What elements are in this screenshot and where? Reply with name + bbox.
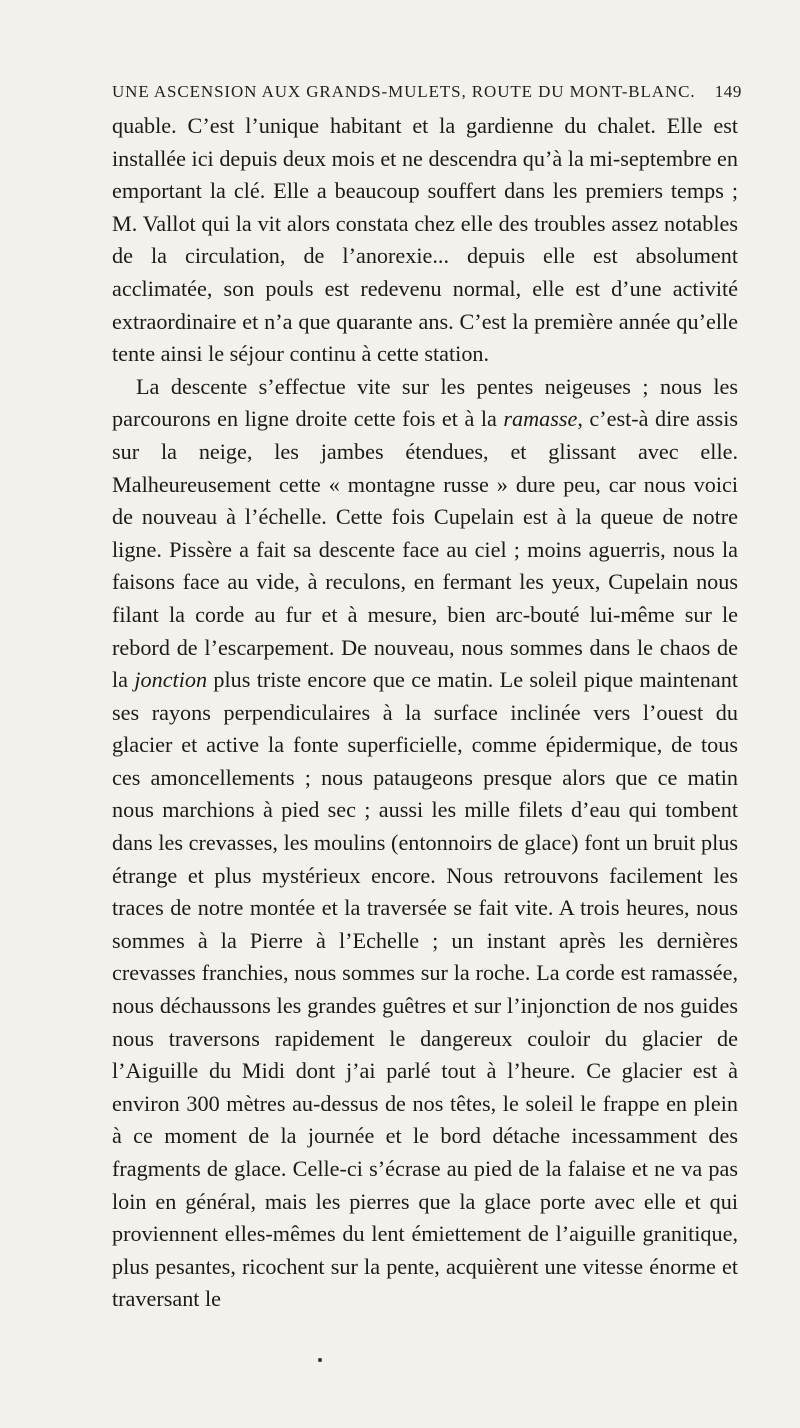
running-title: UNE ASCENSION AUX GRANDS-MULETS, ROUTE DU MONT-BLANC.	[112, 82, 696, 101]
text-segment: , c’est-à dire assis sur la neige, les jambes étendues, et glissant avec elle. Malheureusement cette « montagne russe » dure peu, car nous voici de nouveau à l’échelle. Cette fois Cupelain est à la queue de notre ligne. Pissère a fait sa descente face au ciel ; moins aguerris, nous la faisons face au vide, à reculons, en fermant les yeux, Cupelain nous filant la corde au fur et à mesure, bien arc-bouté lui-même sur le rebord de l’escarpement. De nouveau, nous sommes dans le chaos de la	[112, 406, 738, 693]
text-segment: quable. C’est l’unique habitant et la gardienne du chalet. Elle est installée ici depuis deux mois et ne descendra qu’à la mi-septembre en emportant la clé. Elle a beaucoup souffert dans les premiers temps ; M. Vallot qui la vit alors constata chez elle des troubles assez notables de la circulation, de l’anorexie... depuis elle est absolument acclimatée, son pouls est redevenu normal, elle est d’une activité extraordinaire et n’a que quarante ans. C’est la première année qu’elle tente ainsi le séjour continu à cette station.	[112, 113, 738, 367]
text-segment: La descente s’effectue vite sur les pentes neigeuses ; nous les parcourons en ligne droite cette fois et à la	[112, 373, 738, 432]
paragraph	[112, 371, 738, 1316]
print-mark	[318, 1358, 322, 1362]
page-number: 149	[714, 82, 742, 101]
body-text	[112, 110, 738, 1316]
running-header	[112, 82, 742, 102]
italic-term: ramasse	[503, 406, 578, 432]
text-segment: plus triste encore que ce matin. Le soleil pique maintenant ses rayons perpendiculaires à la surface inclinée vers l’ouest du glacier et active la fonte superficielle, comme épidermique, de tous ces amoncellements ; nous pataugeons presque alors que ce matin nous marchions à pied sec ; aussi les mille filets d’eau qui tombent dans les crevasses, les moulins (entonnoirs de glace) font un bruit plus étrange et plus mystérieux encore. Nous retrouvons facilement les traces de notre montée et la traversée se fait vite. A trois heures, nous sommes à la Pierre à l’Echelle ; un instant après les dernières crevasses franchies, nous sommes sur la roche. La corde est ramassée, nous déchaussons les grandes guêtres et sur l’injonction de nos guides nous traversons rapidement le dangereux couloir du glacier de l’Aiguille du Midi dont j’ai parlé tout à l’heure. Ce glacier est à environ 300 mètres au-dessus de nos têtes, le soleil le frappe en plein à ce moment de la journée et le bord détache incessamment des fragments de glace. Celle-ci s’écrase au pied de la falaise et ne va pas loin en général, mais les pierres que la glace porte avec elle et qui proviennent elles-mêmes du lent émiettement de l’aiguille granitique, plus pesantes, ricochent sur la pente, acquièrent une vitesse énorme et traversant le	[112, 667, 738, 1312]
italic-term: jonction	[134, 667, 208, 693]
paragraph	[112, 110, 738, 371]
